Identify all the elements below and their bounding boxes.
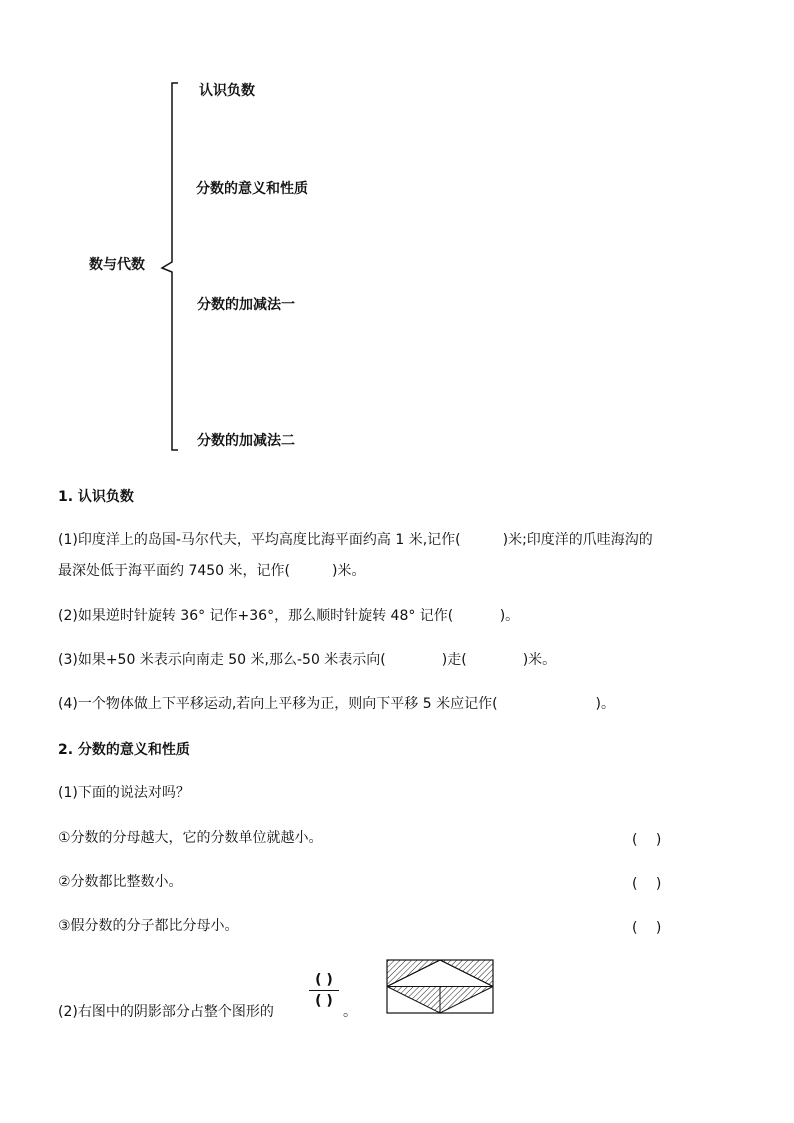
- s1-q4: (4)一个物体做上下平移运动,若向上平移为正，则向下平移 5 米应记作( )。: [58, 696, 616, 712]
- statement-2-answer[interactable]: ( ): [632, 876, 662, 892]
- s1-q1-line2: 最深处低于海平面约 7450 米，记作( )米。: [58, 563, 366, 579]
- fraction-denominator: ( ): [315, 993, 333, 1009]
- fraction-bar: [309, 990, 339, 991]
- outline-branch-3: 分数的加减法一: [197, 297, 295, 313]
- statement-2: ②分数都比整数小。: [58, 874, 183, 890]
- s2-q1-prompt: (1)下面的说法对吗？: [58, 785, 190, 801]
- statement-1: ①分数的分母越大，它的分数单位就越小。: [58, 830, 323, 846]
- s1-q3: (3)如果+50 米表示向南走 50 米,那么-50 米表示向( )走( )米。: [58, 652, 557, 668]
- s1-q2: (2)如果逆时针旋转 36° 记作+36°，那么顺时针旋转 48° 记作( )。: [58, 608, 520, 624]
- fraction-blank[interactable]: [309, 972, 339, 1009]
- outline-branch-2: 分数的意义和性质: [196, 181, 308, 197]
- outline-branch-4: 分数的加减法二: [197, 433, 295, 449]
- s1-q1-line1: (1)印度洋上的岛国-马尔代夫，平均高度比海平面约高 1 米,记作( )米;印度洋的爪哇海沟的: [58, 532, 653, 548]
- shaded-rectangle-figure: [385, 958, 497, 1016]
- outline-root: 数与代数: [89, 257, 145, 273]
- brace-line: [162, 83, 178, 450]
- s2-q2-end: 。: [343, 1004, 357, 1020]
- statement-1-answer[interactable]: ( ): [632, 832, 662, 848]
- statement-3: ③假分数的分子都比分母小。: [58, 918, 239, 934]
- outline-brace: [0, 0, 794, 470]
- section1-heading: 1. 认识负数: [58, 489, 134, 505]
- fraction-numerator: ( ): [315, 972, 333, 988]
- s2-q2-text: (2)右图中的阴影部分占整个图形的: [58, 1004, 274, 1020]
- outline-branch-1: 认识负数: [199, 83, 255, 99]
- statement-3-answer[interactable]: ( ): [632, 920, 662, 936]
- section2-heading: 2. 分数的意义和性质: [58, 742, 190, 758]
